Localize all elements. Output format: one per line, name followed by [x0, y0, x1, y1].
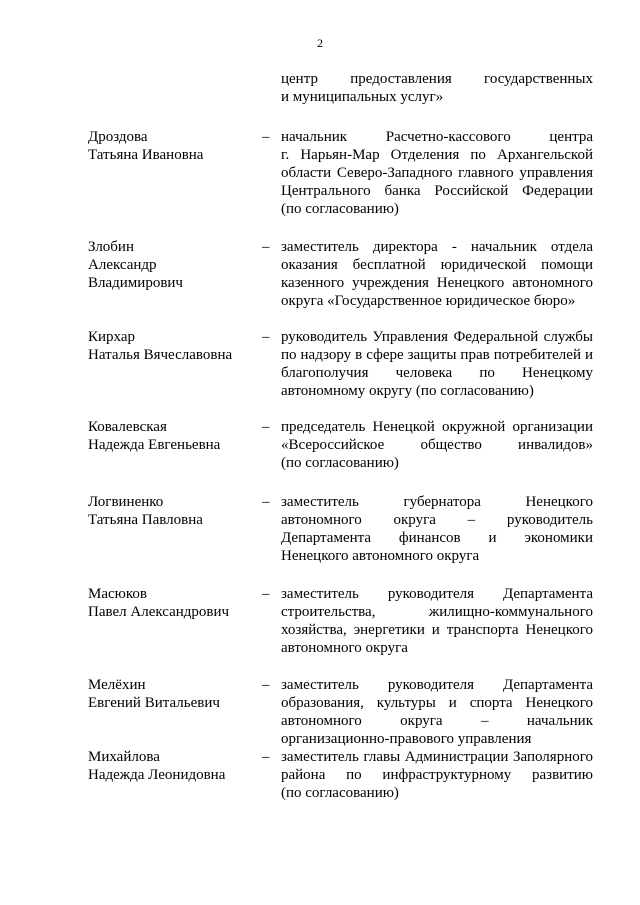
member-role: [281, 328, 593, 400]
member-dash: –: [262, 239, 270, 255]
role-line: Ненецкого автономного округа: [281, 548, 480, 564]
role-line: заместитель губернатора Ненецкого: [281, 494, 593, 510]
role-line: начальник Расчетно-кассового центра: [281, 129, 593, 145]
member-role: [281, 238, 593, 310]
role-line: Центрального банка Российской Федерации: [281, 183, 593, 199]
member-dash: –: [262, 586, 270, 602]
member-name-line: Михайлова: [88, 749, 160, 765]
role-line: заместитель главы Администрации Заполярного: [281, 749, 593, 765]
member-name-line: Злобин: [88, 239, 134, 255]
role-line: благополучия человека по Ненецкому: [281, 365, 593, 381]
member-name-line: Наталья Вячеславовна: [88, 347, 233, 363]
member-name: [88, 676, 258, 712]
page-number: 2: [317, 36, 323, 50]
role-line: автономного округа: [281, 640, 408, 656]
role-line: округа «Государственное юридическое бюро»: [281, 293, 576, 309]
role-line: г. Нарьян-Мар Отделения по Архангельской: [281, 147, 593, 163]
continuation-line: центр предоставления государственных: [281, 71, 593, 87]
member-name-line: Мелёхин: [88, 677, 146, 693]
role-line: по надзору в сфере защиты прав потребителей и: [281, 347, 593, 363]
member-role: [281, 128, 593, 218]
role-line: строительства, жилищно-коммунального: [281, 604, 593, 620]
member-dash: –: [262, 677, 270, 693]
role-line: организационно-правового управления: [281, 731, 532, 747]
member-name-line: Надежда Леонидовна: [88, 767, 226, 783]
member-name: [88, 418, 258, 454]
role-line: председатель Ненецкой окружной организации: [281, 419, 593, 435]
member-name: [88, 748, 258, 784]
role-line: автономного округа – руководитель: [281, 512, 593, 528]
role-line: района по инфраструктурному развитию: [281, 767, 593, 783]
member-name: [88, 128, 258, 164]
role-line: казенного учреждения Ненецкого автономного: [281, 275, 593, 291]
member-name-line: Павел Александрович: [88, 604, 230, 620]
continuation-line: и муниципальных услуг»: [281, 89, 444, 105]
member-dash: –: [262, 419, 270, 435]
member-role: [281, 493, 593, 565]
role-line: автономному округу (по согласованию): [281, 383, 534, 399]
member-name: [88, 328, 258, 364]
role-line: заместитель руководителя Департамента: [281, 586, 593, 602]
member-name-line: Татьяна Ивановна: [88, 147, 204, 163]
member-name-line: Масюков: [88, 586, 147, 602]
role-line: руководитель Управления Федеральной службы: [281, 329, 593, 345]
role-line: (по согласованию): [281, 785, 399, 801]
member-name-line: Логвиненко: [88, 494, 164, 510]
member-name-line: Александр: [88, 257, 157, 273]
member-name-line: Татьяна Павловна: [88, 512, 203, 528]
member-name-line: Евгений Витальевич: [88, 695, 220, 711]
member-role: [281, 585, 593, 657]
role-line: хозяйства, энергетики и транспорта Ненецкого: [281, 622, 593, 638]
role-line: оказания бесплатной юридической помощи: [281, 257, 593, 273]
member-dash: –: [262, 749, 270, 765]
member-name: [88, 585, 258, 621]
role-line: заместитель директора - начальник отдела: [281, 239, 593, 255]
role-line: (по согласованию): [281, 455, 399, 471]
member-dash: –: [262, 494, 270, 510]
member-name-line: Ковалевская: [88, 419, 167, 435]
role-line: (по согласованию): [281, 201, 399, 217]
member-role: [281, 748, 593, 802]
role-line: заместитель руководителя Департамента: [281, 677, 593, 693]
member-name: [88, 493, 258, 529]
role-line: «Всероссийское общество инвалидов»: [281, 437, 593, 453]
role-line: области Северо-Западного главного управления: [281, 165, 593, 181]
role-line: автономного округа – начальник: [281, 713, 593, 729]
member-name-line: Кирхар: [88, 329, 135, 345]
continuation-text: [281, 70, 593, 106]
role-line: образования, культуры и спорта Ненецкого: [281, 695, 593, 711]
member-name-line: Владимирович: [88, 275, 183, 291]
member-dash: –: [262, 129, 270, 145]
member-dash: –: [262, 329, 270, 345]
member-name-line: Дроздова: [88, 129, 148, 145]
role-line: Департамента финансов и экономики: [281, 530, 593, 546]
member-role: [281, 676, 593, 748]
member-name-line: Надежда Евгеньевна: [88, 437, 221, 453]
member-name: [88, 238, 258, 292]
member-role: [281, 418, 593, 472]
